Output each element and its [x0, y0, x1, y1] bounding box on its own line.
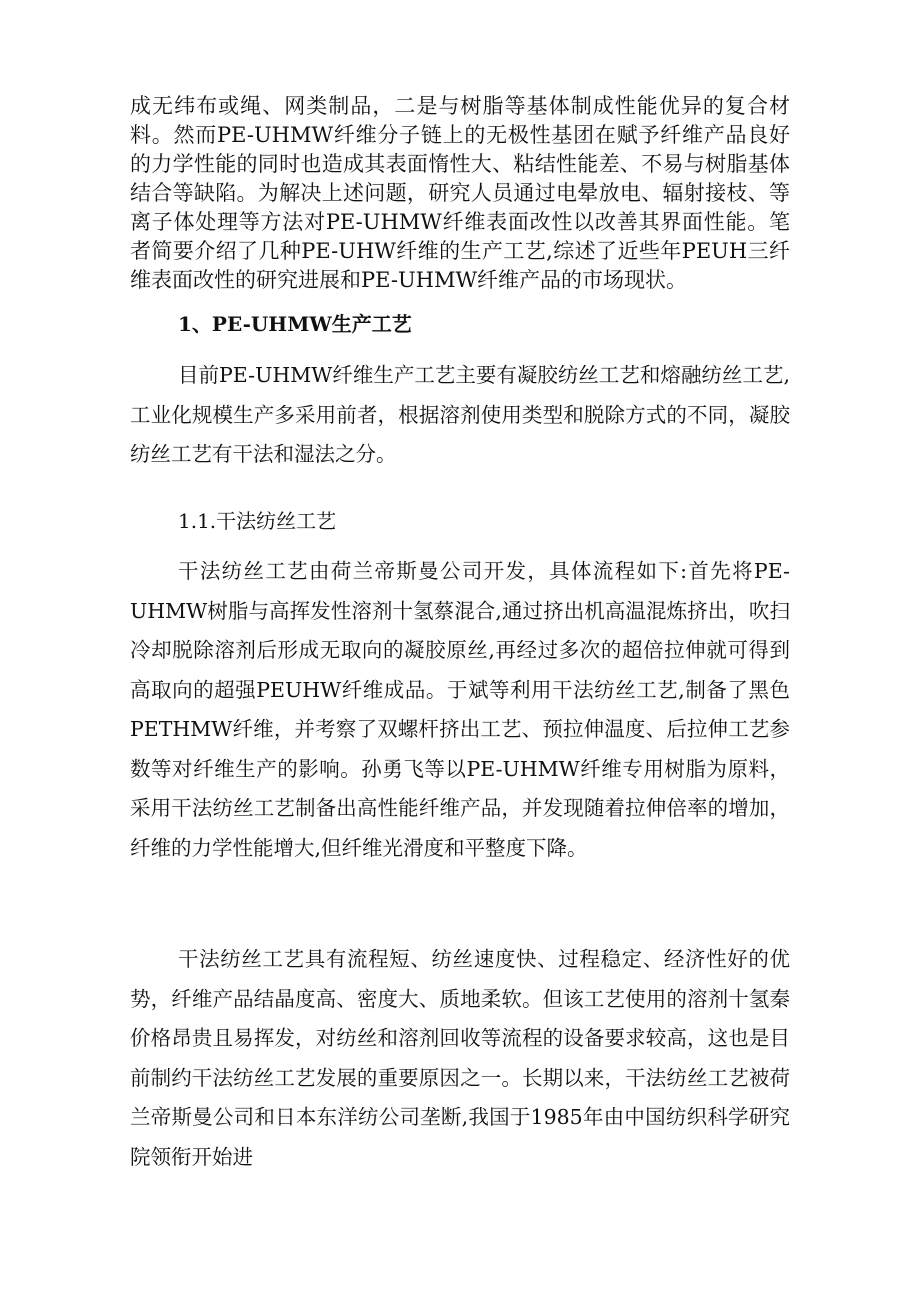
section-1-paragraph: 目前PE-UHMW纤维生产工艺主要有凝胶纺丝工艺和熔融纺丝工艺,工业化规模生产多采用前者，根据溶剂使用类型和脱除方式的不同，凝胶纺丝工艺有干法和湿法之分。 [130, 363, 790, 466]
intro-paragraph: 成无纬布或绳、网类制品，二是与树脂等基体制成性能优异的复合材料。然而PE-UHMW纤维分子链上的无极性基团在赋予纤维产品良好的力学性能的同时也造成其表面惰性大、粘结性能差、不易与树脂基体结合等缺陷。为解决上述问题，研究人员通过电晕放电、辐射接枝、等离子体处理等方法对PE-UHMW纤维表面改性以改善其界面性能。笔者简要介绍了几种PE-UHW纤维的生产工艺,综述了近些年PEUH三纤维表面改性的研究进展和PE-UHMW纤维产品的市场现状。 [130, 94, 790, 292]
section-heading-1: 1、PE-UHMW生产工艺 [178, 312, 412, 336]
section-1-1-paragraph-1: 干法纺丝工艺由荷兰帝斯曼公司开发，具体流程如下:首先将PE-UHMW树脂与高挥发性溶剂十氢蔡混合,通过挤出机高温混炼挤出，吹扫冷却脱除溶剂后形成无取向的凝胶原丝,再经过多次的超倍拉伸就可得到高取向的超强PEUHW纤维成品。于斌等利用干法纺丝工艺,制备了黑色PETHMW纤维，并考察了双螺杆挤出工艺、预拉伸温度、后拉伸工艺参数等对纤维生产的影响。孙勇飞等以PE-UHMW纤维专用树脂为原料，采用干法纺丝工艺制备出高性能纤维产品，并发现随着拉伸倍率的增加，纤维的力学性能增大,但纤维光滑度和平整度下降。 [130, 559, 790, 860]
section-heading-1-1: 1.1.干法纺丝工艺 [178, 509, 337, 533]
section-1-1-paragraph-2: 干法纺丝工艺具有流程短、纺丝速度快、过程稳定、经济性好的优势，纤维产品结晶度高、密度大、质地柔软。但该工艺使用的溶剂十氢秦价格昂贵且易挥发，对纺丝和溶剂回收等流程的设备要求较高，这也是目前制约干法纺丝工艺发展的重要原因之一。长期以来，干法纺丝工艺被荷兰帝斯曼公司和日本东洋纺公司垄断,我国于1985年由中国纺织科学研究院领衔开始进 [130, 947, 790, 1169]
